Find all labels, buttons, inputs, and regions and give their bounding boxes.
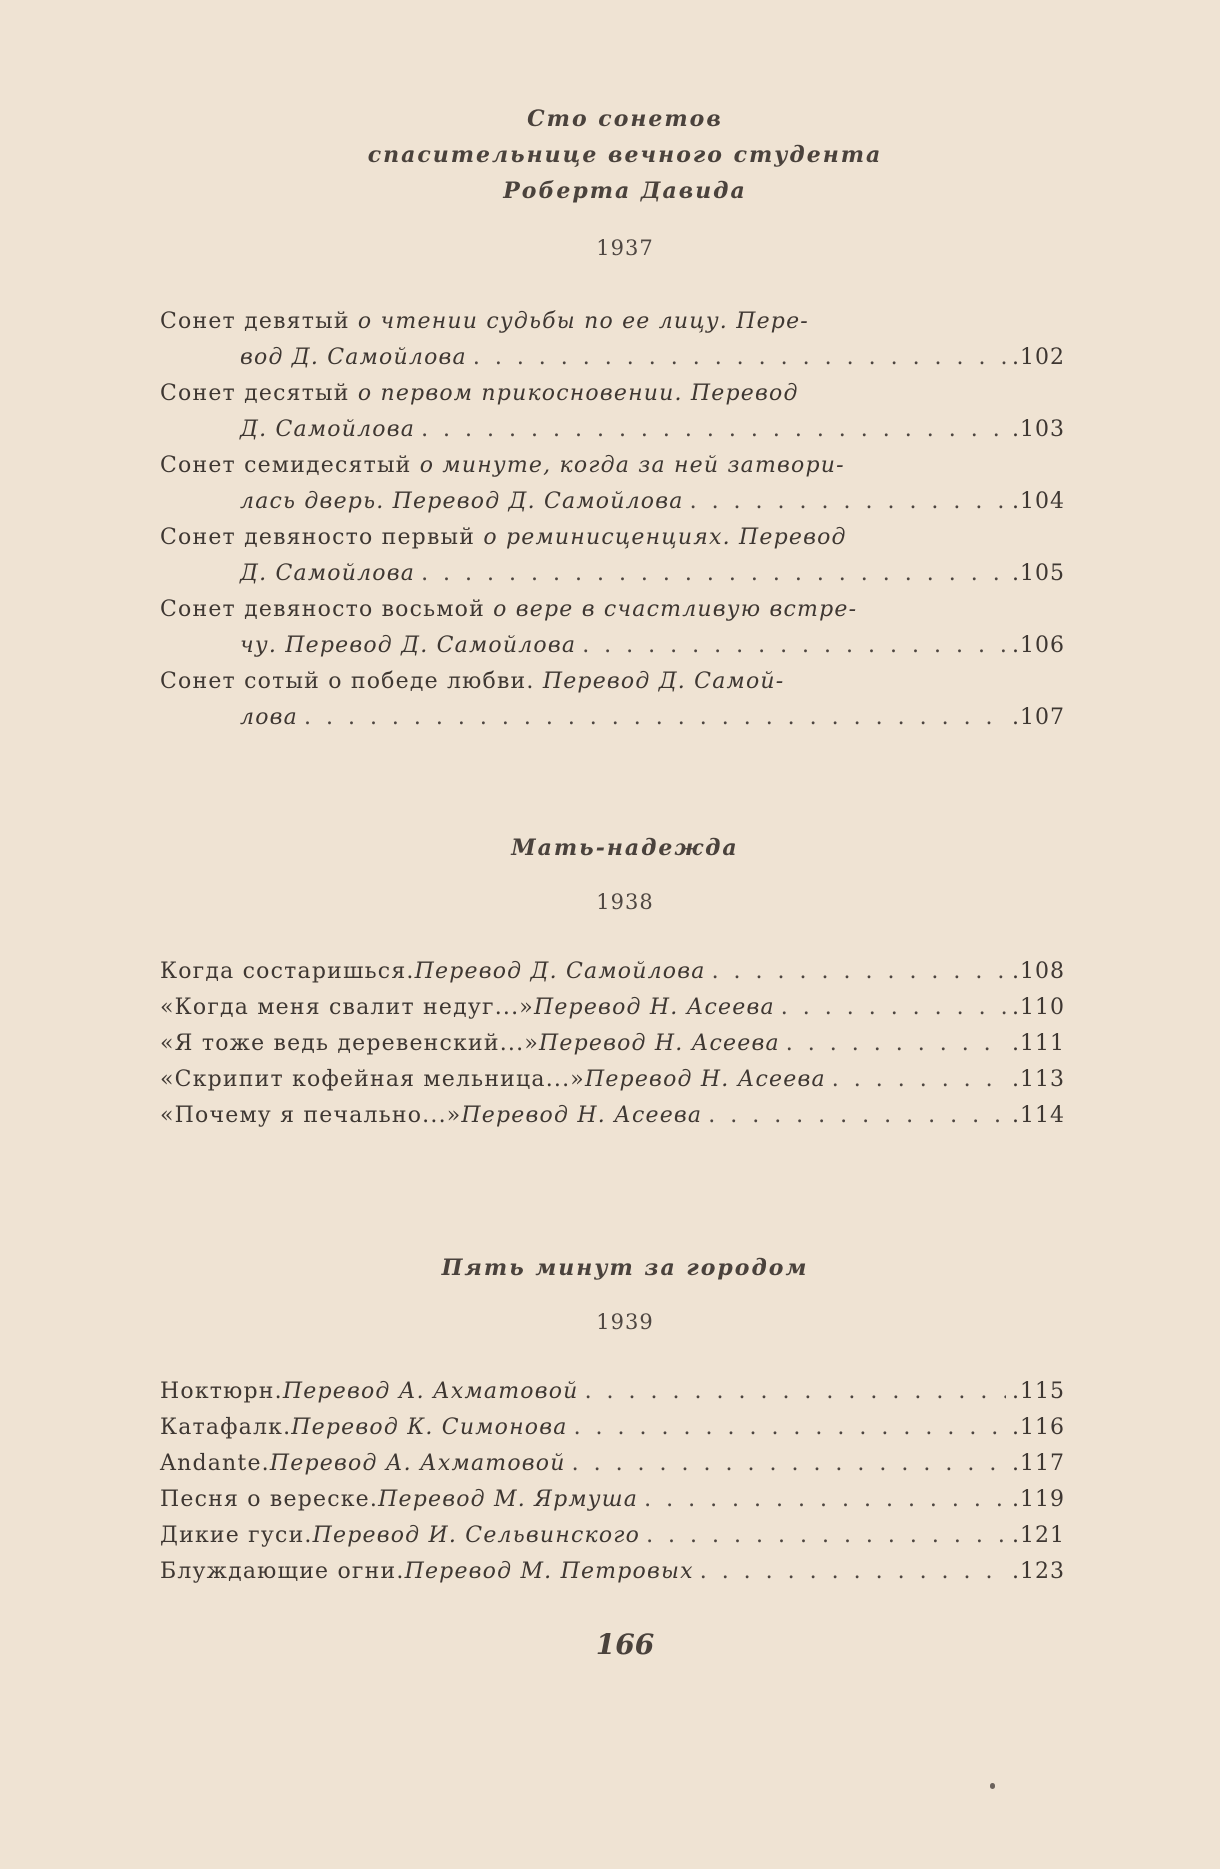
page-ref: .116 [1012,1415,1065,1440]
toc-entries-1939 [160,1374,1065,1590]
toc-entry-line [160,304,1065,340]
entry-subtitle: о первом прикосновении. Перевод [357,381,799,406]
page-ref: .107 [1012,705,1065,730]
page-ref: .106 [1012,633,1065,658]
toc-entry-line [160,1446,1065,1482]
page-ref: .114 [1012,1103,1065,1128]
entry-title: Ноктюрн. [160,1379,283,1404]
toc-entry-line [160,1410,1065,1446]
toc-entry-line [160,1062,1065,1098]
section-title-line: спасительнице вечного студента [367,142,883,168]
entry-title: Блуждающие огни. [160,1559,405,1584]
entry-title: Сонет сотый о победе любви. [160,669,543,694]
entry-subtitle: о минуте, когда за ней затвори- [419,453,845,478]
page-ref: .113 [1012,1067,1065,1092]
toc-entry-line [160,664,1065,700]
page-ref: .119 [1012,1487,1065,1512]
page-number: 166 [595,1628,655,1661]
entry-translator: Перевод И. Сельвинского [312,1523,641,1548]
entry-translator: Перевод А. Ахматовой [282,1379,579,1404]
section-year: 1939 [596,1310,654,1334]
entry-translator: Перевод Н. Асеева [533,995,775,1020]
page-ref: .115 [1012,1379,1065,1404]
section-title-line: Пять минут за городом [441,1255,809,1281]
toc-entries-1937 [160,304,1065,736]
toc-entry-line [160,592,1065,628]
entry-subtitle: о чтении судьбы по ее лицу. Пере- [357,309,809,334]
entry-title: Песня о вереске. [160,1487,379,1512]
entry-title: Дикие гуси. [160,1523,313,1548]
entry-title: Сонет семидесятый [160,453,420,478]
page-ref: .104 [1012,489,1065,514]
section-year: 1938 [596,890,654,914]
toc-entry-line [160,484,1065,520]
section-year: 1937 [596,236,654,260]
toc-entries-1938 [160,954,1065,1134]
page-ref: .111 [1012,1031,1065,1056]
entry-title: Катафалк. [160,1415,292,1440]
section-title-line: Мать-надежда [511,835,739,861]
entry-translator: Перевод А. Ахматовой [269,1451,566,1476]
toc-entry-line [160,700,1065,736]
entry-title: «Почему я печально...» [160,1103,462,1128]
page-ref: .117 [1012,1451,1065,1476]
toc-entry-line [160,628,1065,664]
entry-translator: вод Д. Самойлова [240,345,467,370]
toc-entry-line [160,954,1065,990]
entry-title: «Я тоже ведь деревенский...» [160,1031,539,1056]
leader-dots [473,340,1006,376]
leader-dots [582,628,1006,664]
leader-dots [786,1026,1006,1062]
leader-dots [574,1410,1006,1446]
leader-dots [712,954,1006,990]
section-title-line: Роберта Давида [503,178,747,204]
toc-entry-line [160,1374,1065,1410]
toc-entry-line [160,412,1065,448]
entry-title: «Когда меня свалит недуг...» [160,995,534,1020]
toc-entry-line [160,340,1065,376]
entry-title: Сонет девятый [160,309,358,334]
entry-title: Когда состаришься. [160,959,415,984]
entry-translator: Перевод Н. Асеева [461,1103,703,1128]
leader-dots [585,1374,1006,1410]
leader-dots [304,700,1006,736]
leader-dots [421,556,1006,592]
toc-entry-line [160,1482,1065,1518]
entry-title: Сонет девяносто восьмой [160,597,494,622]
toc-entry-line [160,1554,1065,1590]
page-ref: .108 [1012,959,1065,984]
toc-entry-line [160,520,1065,556]
entry-translator: лась дверь. Перевод Д. Самойлова [240,489,684,514]
entry-translator: Д. Самойлова [240,417,416,442]
entry-translator: Д. Самойлова [240,561,416,586]
page-ref: .123 [1012,1559,1065,1584]
toc-entry-line [160,1026,1065,1062]
entry-translator: Перевод Н. Асеева [538,1031,780,1056]
toc-entry-line [160,448,1065,484]
toc-entry-line [160,990,1065,1026]
entry-translator: лова [240,705,298,730]
toc-entry-line [160,556,1065,592]
leader-dots [572,1446,1006,1482]
entry-title: «Скрипит кофейная мельница...» [160,1067,585,1092]
leader-dots [421,412,1006,448]
leader-dots [781,990,1006,1026]
leader-dots [708,1098,1006,1134]
entry-subtitle: Перевод Д. Самой- [542,669,785,694]
toc-entry-line [160,1098,1065,1134]
page-ref: .105 [1012,561,1065,586]
entry-translator: Перевод М. Петровых [404,1559,694,1584]
entry-translator: Перевод М. Ярмуша [378,1487,639,1512]
page-ref: .121 [1012,1523,1065,1548]
entry-translator: чу. Перевод Д. Самойлова [240,633,577,658]
print-speck [990,1783,995,1789]
leader-dots [832,1062,1006,1098]
page-ref: .102 [1012,345,1065,370]
entry-title: Сонет девяносто первый [160,525,484,550]
entry-translator: Перевод Н. Асеева [584,1067,826,1092]
page-ref: .110 [1012,995,1065,1020]
page-ref: .103 [1012,417,1065,442]
entry-translator: Перевод К. Симонова [291,1415,568,1440]
entry-title: Andante. [160,1451,270,1476]
leader-dots [644,1482,1006,1518]
leader-dots [646,1518,1006,1554]
entry-subtitle: о вере в счастливую встре- [493,597,858,622]
toc-entry-line [160,1518,1065,1554]
section-title-line: Сто сонетов [527,106,723,132]
entry-translator: Перевод Д. Самойлова [414,959,706,984]
leader-dots [700,1554,1006,1590]
entry-title: Сонет десятый [160,381,358,406]
toc-entry-line [160,376,1065,412]
leader-dots [690,484,1006,520]
entry-subtitle: о реминисценциях. Перевод [483,525,847,550]
